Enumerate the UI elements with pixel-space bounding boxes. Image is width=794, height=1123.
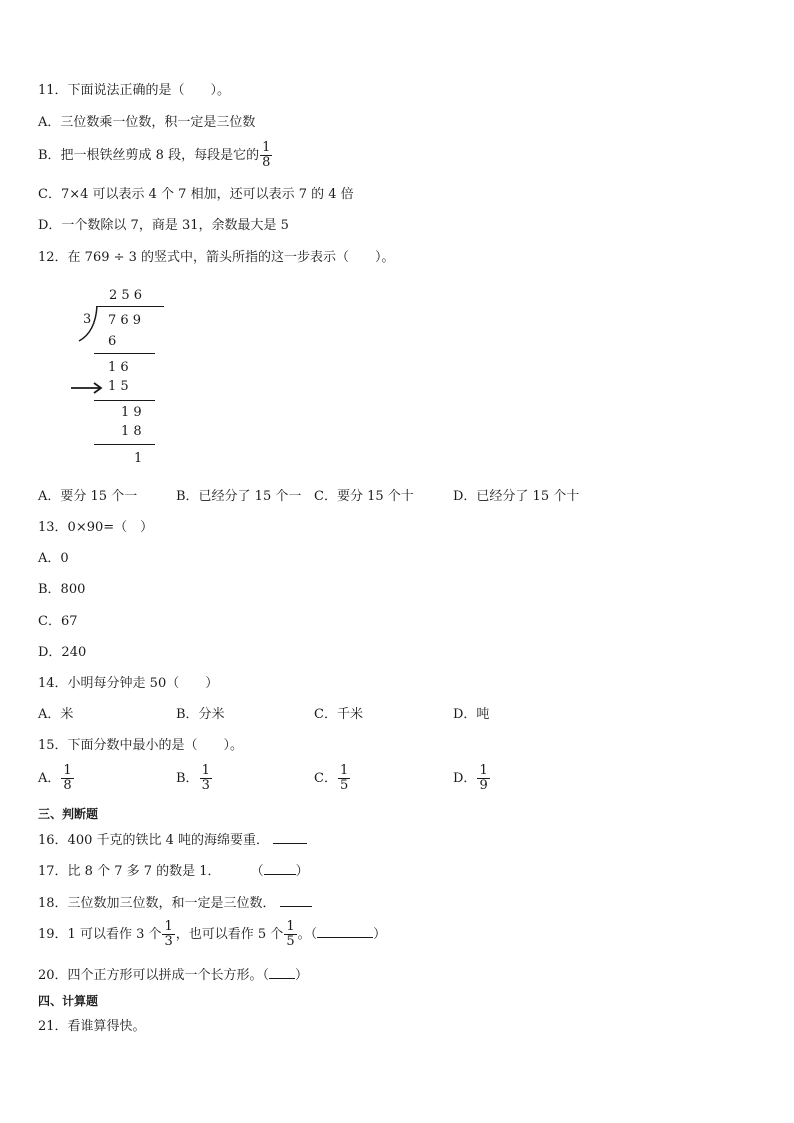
division-step-2: 1 6 [108,360,129,375]
q13-option-c: C．67 [38,614,78,629]
q12-option-a: A．要分 15 个一 [38,489,138,504]
q11-option-b [38,141,273,170]
q18: 18．三位数加三位数，和一定是三位数． [38,894,312,913]
section-heading-judgment: 三、判断题 [38,807,99,821]
division-step-5: 1 8 [121,424,142,439]
q16: 16．400 千克的铁比 4 吨的海绵要重． [38,831,307,850]
q21: 21．看谁算得快。 [38,1019,146,1034]
q12-option-d: D．已经分了 15 个十 [453,489,580,504]
q20-answer-blank[interactable] [269,966,295,979]
q15-option-d: D． $\frac{1}{9}$ [453,763,488,793]
q11-option-b-text: B．把一根铁丝剪成 8 段，每段是它的 [38,148,260,163]
q11-option-b-fraction: $\frac{1}{8}$ [262,140,271,170]
q14-option-a: A．米 [38,707,74,722]
q15-stem: 15．下面分数中最小的是（ ）。 [38,738,244,753]
division-remainder: 1 [134,451,143,466]
division-rule-3 [94,444,155,445]
q11-option-c: C．7×4 可以表示 4 个 7 相加，还可以表示 7 的 4 倍 [38,187,354,202]
division-dividend: 7 6 9 [108,313,142,328]
section-heading-calculation: 四、计算题 [38,994,99,1008]
q12-option-c: C．要分 15 个十 [314,489,414,504]
q12-stem: 12．在 769 ÷ 3 的竖式中，箭头所指的这一步表示（ ）。 [38,250,395,265]
q14-stem: 14．小明每分钟走 50（ ） [38,676,219,691]
q13-option-d: D．240 [38,645,87,660]
division-step-3: 1 5 [108,379,129,394]
division-rule-1 [94,353,155,354]
arrow-icon [70,381,104,395]
q13-option-b: B．800 [38,582,86,597]
q11-option-d: D．一个数除以 7，商是 31，余数最大是 5 [38,218,289,233]
q12-option-b: B．已经分了 15 个一 [176,489,302,504]
q17: 17．比 8 个 7 多 7 的数是 1． （ ） [38,864,309,879]
q14-option-b: B．分米 [176,707,225,722]
q15-option-b: B． $\frac{1}{3}$ [176,763,210,793]
q18-answer-blank[interactable] [280,894,312,907]
q14-option-d: D．吨 [453,707,490,722]
q14-option-c: C．千米 [314,707,363,722]
division-rule-2 [94,400,155,401]
q11-option-a: A．三位数乘一位数，积一定是三位数 [38,115,256,130]
q20: 20．四个正方形可以拼成一个长方形。（ ） [38,968,309,983]
q13-stem: 13．0×90=（ ） [38,520,154,535]
division-bracket-top [96,306,164,307]
q11-stem: 11．下面说法正确的是（ ）。 [38,83,231,98]
division-divisor: 3 [83,312,92,327]
q15-option-a: A． $\frac{1}{8}$ [38,763,72,793]
q19: 19．1 可以看作 3 个 $\frac{1}{3}$ ，也可以看作 5 个 $\frac{1}{5}$ 。（ ） [38,919,387,949]
q16-answer-blank[interactable] [273,831,307,844]
q15-option-c: C． $\frac{1}{5}$ [314,763,349,793]
q19-answer-blank[interactable] [317,925,373,938]
q13-option-a: A．0 [38,551,69,566]
division-step-1: 6 [108,334,117,349]
division-step-4: 1 9 [121,405,142,420]
division-quotient: 2 5 6 [109,288,143,303]
q17-answer-blank[interactable] [264,862,296,875]
